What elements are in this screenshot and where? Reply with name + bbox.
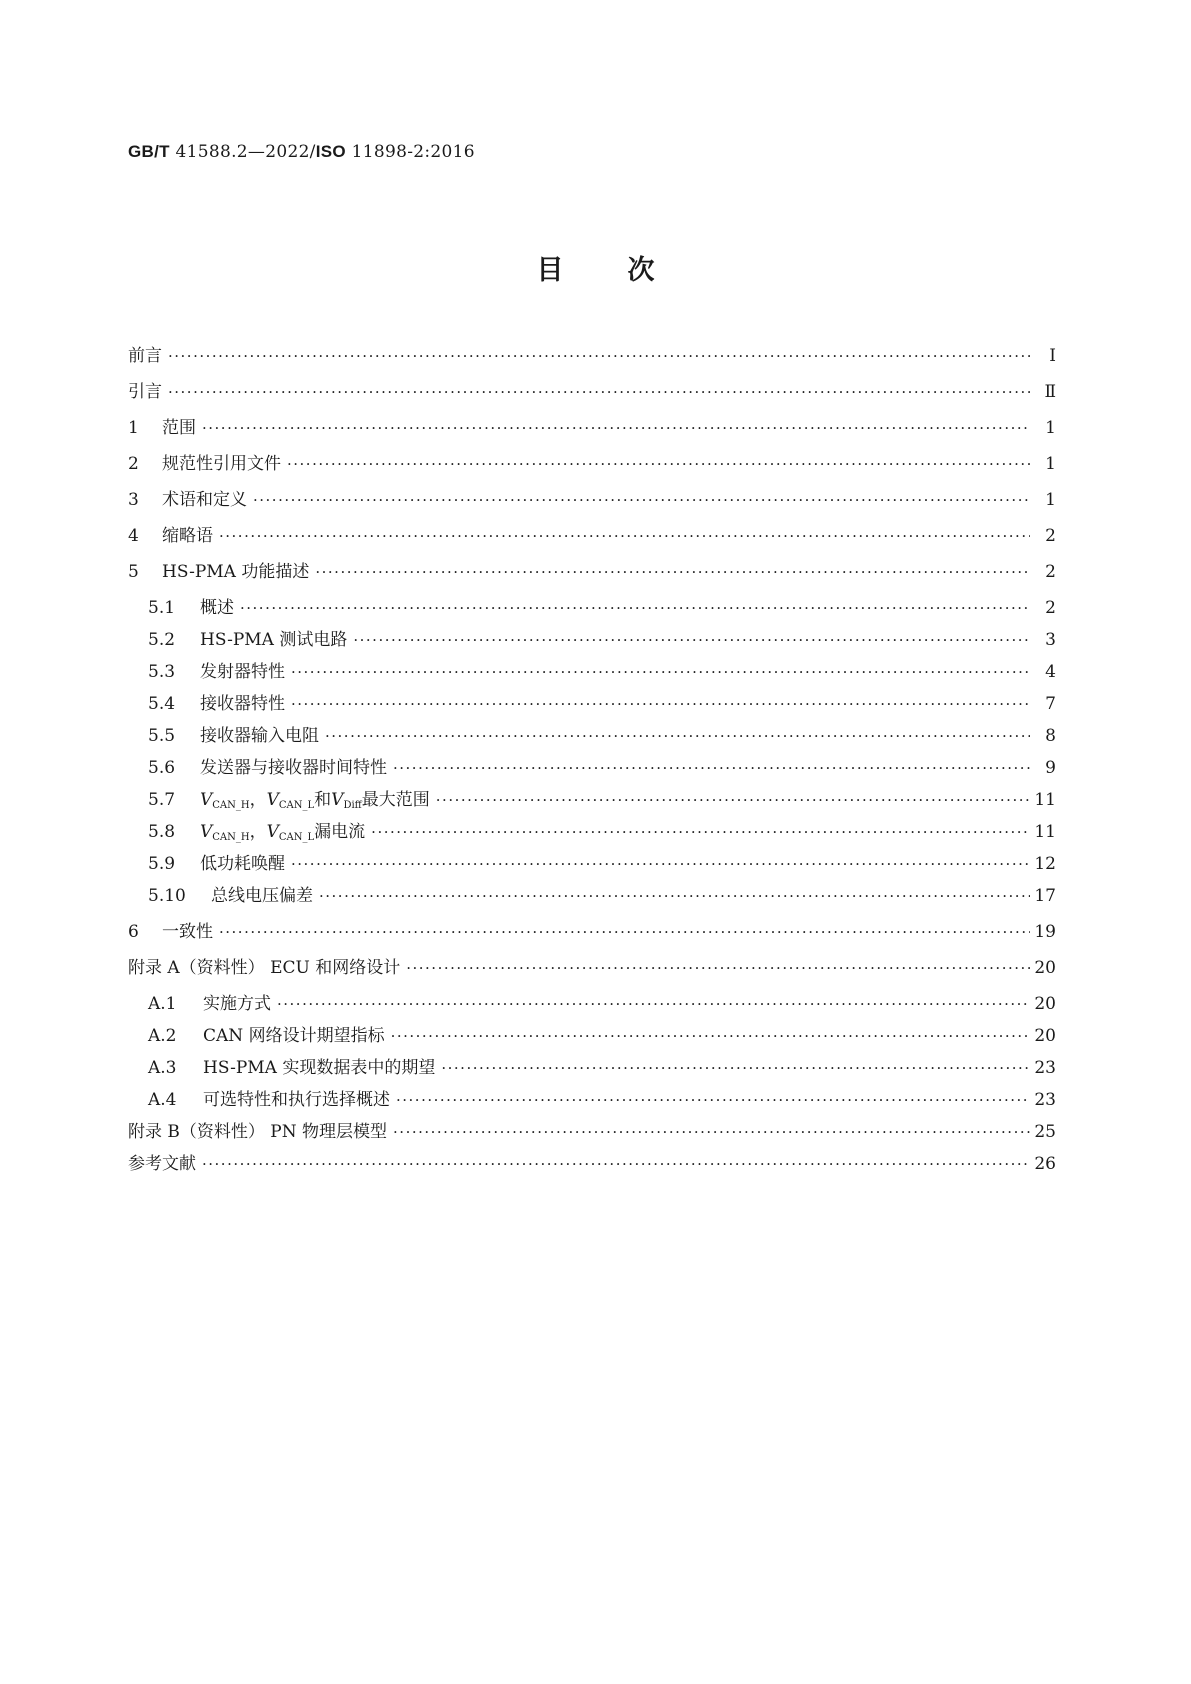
toc-entry-5-9[interactable] [128, 848, 1056, 880]
toc-entry-label: 可选特性和执行选择概述 [203, 1090, 390, 1110]
separator: ， [249, 822, 267, 842]
toc-entry-a-4[interactable] [128, 1084, 1056, 1116]
toc-leader-dots [319, 880, 1030, 912]
toc-entry-label: 附录 A（资料性） ECU 和网络设计 [128, 958, 401, 978]
toc-entry-5-8[interactable] [128, 816, 1056, 848]
toc-entry-page: 1 [1045, 418, 1056, 438]
toc-entry-label: HS-PMA 实现数据表中的期望 [203, 1058, 436, 1078]
toc-entry-label: 实施方式 [203, 994, 271, 1014]
standard-number: 41588.2—2022/ [169, 142, 316, 162]
subscript-diff: Diff [343, 800, 362, 811]
toc-entry-annex-b[interactable] [128, 1116, 1056, 1148]
toc-leader-dots [393, 1116, 1030, 1148]
toc-entry-page: 3 [1045, 630, 1056, 650]
toc-entry-number: 5.8 [148, 822, 176, 842]
toc-entry-annex-a[interactable] [128, 952, 1056, 984]
toc-entry-page: Ⅱ [1044, 382, 1056, 402]
toc-entry-number: 5.7 [148, 790, 176, 810]
toc-entry-6[interactable] [128, 916, 1056, 948]
toc-entry-number: A.3 [148, 1058, 177, 1078]
conjunction: 和 [314, 790, 332, 810]
voltage-symbol: V [266, 822, 279, 842]
toc-entry-2[interactable] [128, 448, 1056, 480]
toc-leader-dots [315, 556, 1030, 588]
toc-leader-dots [393, 752, 1030, 784]
toc-leader-dots [325, 720, 1030, 752]
toc-entry-page: 20 [1034, 958, 1056, 978]
voltage-symbol: V [266, 790, 279, 810]
toc-entry-page: 11 [1034, 790, 1056, 810]
toc-entry-number: 5.2 [148, 630, 176, 650]
toc-entry-label: 缩略语 [162, 526, 213, 546]
toc-entry-number: 5.10 [148, 886, 186, 906]
toc-entry-number: 1 [128, 418, 139, 438]
toc-entry-introduction[interactable] [128, 376, 1056, 408]
toc-entry-page: 12 [1034, 854, 1056, 874]
toc-entry-label: 发送器与接收器时间特性 [200, 758, 387, 778]
toc-entry-label: 接收器特性 [200, 694, 285, 714]
toc-entry-page: 7 [1045, 694, 1056, 714]
voltage-symbol: V [200, 790, 213, 810]
toc-entry-label: 术语和定义 [162, 490, 247, 510]
toc-leader-dots [219, 520, 1030, 552]
toc-leader-dots [168, 340, 1030, 372]
toc-entry-5-1[interactable] [128, 592, 1056, 624]
page-title: 目次 [536, 255, 719, 286]
toc-leader-dots [240, 592, 1030, 624]
toc-entry-page: 19 [1034, 922, 1056, 942]
toc-entry-1[interactable] [128, 412, 1056, 444]
toc-entry-number: 5.4 [148, 694, 176, 714]
toc-entry-page: 20 [1034, 994, 1056, 1014]
toc-leader-dots [287, 448, 1030, 480]
toc-entry-5[interactable] [128, 556, 1056, 588]
subscript-can-l: CAN_L [278, 800, 315, 811]
standard-prefix: GB/T [128, 142, 170, 161]
toc-entry-label: HS-PMA 功能描述 [162, 562, 310, 582]
toc-entry-5-6[interactable] [128, 752, 1056, 784]
toc-entry-page: 25 [1034, 1122, 1056, 1142]
toc-entry-label: 一致性 [162, 922, 213, 942]
toc-entry-number: 5.5 [148, 726, 176, 746]
toc-entry-label: 参考文献 [128, 1154, 196, 1174]
toc-leader-dots [277, 988, 1030, 1020]
separator: ， [249, 790, 267, 810]
toc-entry-page: 11 [1034, 822, 1056, 842]
toc-entry-5-4[interactable] [128, 688, 1056, 720]
toc-entry-page: 8 [1045, 726, 1056, 746]
toc-entry-label: 低功耗唤醒 [200, 854, 285, 874]
toc-entry-number: 6 [128, 922, 139, 942]
toc-leader-dots [396, 1084, 1030, 1116]
toc-entry-5-7[interactable] [128, 784, 1056, 816]
iso-number: 11898-2:2016 [345, 142, 475, 162]
toc-entry-page: 26 [1034, 1154, 1056, 1174]
toc-entry-page: 9 [1045, 758, 1056, 778]
toc-entry-page: 17 [1034, 886, 1056, 906]
toc-entry-label: 规范性引用文件 [162, 454, 281, 474]
toc-entry-label: 接收器输入电阻 [200, 726, 319, 746]
toc-leader-dots [219, 916, 1030, 948]
iso-prefix: ISO [315, 142, 346, 161]
voltage-symbol: V [200, 822, 213, 842]
toc-entry-label: 范围 [162, 418, 196, 438]
toc-leader-dots [291, 656, 1030, 688]
toc-entry-number: A.2 [148, 1026, 177, 1046]
toc-entry-page: 2 [1045, 526, 1056, 546]
toc-leader-dots [391, 1020, 1030, 1052]
toc-leader-dots [291, 688, 1030, 720]
toc-entry-a-3[interactable] [128, 1052, 1056, 1084]
toc-entry-5-2[interactable] [128, 624, 1056, 656]
subscript-can-l: CAN_L [278, 832, 315, 843]
toc-entry-label: 引言 [128, 382, 162, 402]
toc-entry-number: 2 [128, 454, 139, 474]
toc-leader-dots [406, 952, 1030, 984]
voltage-symbol: V [331, 790, 344, 810]
toc-entry-bibliography[interactable] [128, 1148, 1056, 1180]
toc-leader-dots [371, 816, 1030, 848]
toc-entry-number: A.4 [148, 1090, 177, 1110]
toc-entry-page: 1 [1045, 454, 1056, 474]
toc-leader-dots [253, 484, 1030, 516]
toc-leader-dots [291, 848, 1030, 880]
toc-entry-a-1[interactable] [128, 988, 1056, 1020]
toc-entry-page: 23 [1034, 1090, 1056, 1110]
toc-entry-page: 20 [1034, 1026, 1056, 1046]
toc-entry-label: 发射器特性 [200, 662, 285, 682]
toc-entry-5-5[interactable] [128, 720, 1056, 752]
toc-entry-number: 5.3 [148, 662, 176, 682]
toc-leader-dots [441, 1052, 1030, 1084]
toc-entry-number: 4 [128, 526, 139, 546]
toc-leader-dots [168, 376, 1030, 408]
toc-entry-page: Ⅰ [1049, 346, 1056, 366]
label-rest: 最大范围 [361, 790, 430, 810]
toc-leader-dots [436, 784, 1030, 816]
document-header [128, 142, 475, 162]
subscript-can-h: CAN_H [212, 800, 250, 811]
toc-entry-page: 4 [1045, 662, 1056, 682]
toc-entry-page: 23 [1034, 1058, 1056, 1078]
toc-entry-page: 1 [1045, 490, 1056, 510]
toc-leader-dots [202, 1148, 1030, 1180]
toc-entry-5-3[interactable] [128, 656, 1056, 688]
toc-entry-number: 5.9 [148, 854, 176, 874]
toc-entry-preface[interactable] [128, 340, 1056, 372]
toc-entry-label: 附录 B（资料性） PN 物理层模型 [128, 1122, 388, 1142]
label-rest: 漏电流 [314, 822, 366, 842]
toc-leader-dots [353, 624, 1030, 656]
toc-entry-5-10[interactable] [128, 880, 1056, 912]
toc-entry-number: A.1 [148, 994, 177, 1014]
toc-entry-label: 前言 [128, 346, 162, 366]
toc-entry-label: 总线电压偏差 [211, 886, 313, 906]
toc-entry-label: CAN 网络设计期望指标 [203, 1026, 385, 1046]
subscript-can-h: CAN_H [212, 832, 250, 843]
toc-entry-a-2[interactable] [128, 1020, 1056, 1052]
toc-entry-page: 2 [1045, 598, 1056, 618]
toc-entry-number: 5 [128, 562, 139, 582]
toc-entry-number: 5.6 [148, 758, 176, 778]
toc-entry-page: 2 [1045, 562, 1056, 582]
toc-entry-label: HS-PMA 测试电路 [200, 630, 348, 650]
toc-entry-4[interactable] [128, 520, 1056, 552]
toc-entry-3[interactable] [128, 484, 1056, 516]
toc-entry-number: 5.1 [148, 598, 176, 618]
toc-entry-label: 概述 [200, 598, 234, 618]
toc-leader-dots [202, 412, 1030, 444]
toc-entry-number: 3 [128, 490, 139, 510]
